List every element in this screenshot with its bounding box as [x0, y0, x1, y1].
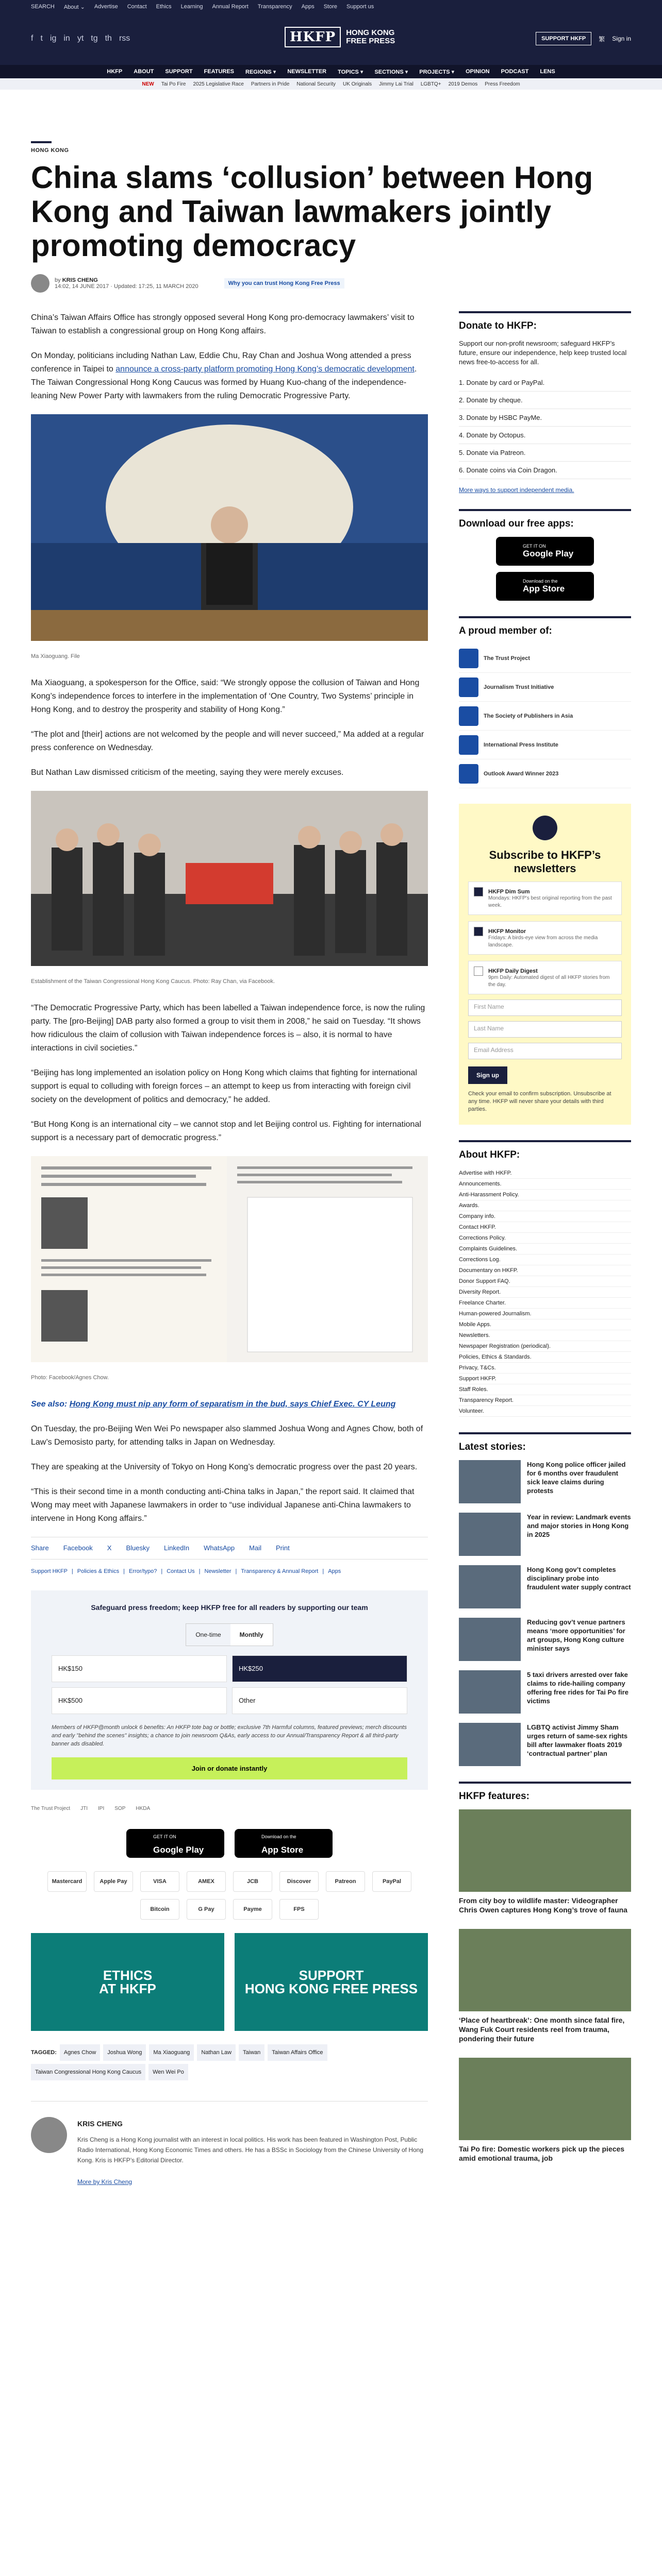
share-facebook-link[interactable]: Facebook: [63, 1544, 93, 1552]
donate-method-link[interactable]: 5. Donate via Patreon.: [459, 444, 631, 462]
more-by-author-link[interactable]: More by Kris Cheng: [77, 2178, 133, 2185]
new-label: NEW: [142, 81, 154, 87]
latest-stories: [459, 1460, 631, 1766]
share-print-link[interactable]: Print: [275, 1544, 290, 1552]
subnav-item[interactable]: Partners in Pride: [251, 81, 290, 87]
yt-icon[interactable]: yt: [77, 34, 84, 43]
share-label: Share: [31, 1544, 49, 1552]
latest-story[interactable]: [459, 1670, 631, 1714]
language-link[interactable]: 繁: [599, 35, 605, 43]
nav-item[interactable]: LENS: [540, 69, 555, 75]
utility-link[interactable]: Store: [323, 4, 337, 10]
figure-caption: Photo: Facebook/Agnes Chow.: [31, 1375, 109, 1381]
main-nav: [0, 65, 662, 78]
payment-logo: Discover: [279, 1871, 319, 1892]
tag-link[interactable]: Taiwan Congressional Hong Kong Caucus: [31, 2064, 145, 2080]
payment-logo: Apple Pay: [94, 1871, 133, 1892]
newsletter-option[interactable]: [468, 882, 622, 915]
utility-link[interactable]: Ethics: [156, 4, 172, 10]
latest-story[interactable]: [459, 1723, 631, 1766]
newsletter-option[interactable]: [468, 961, 622, 994]
subnav-item[interactable]: UK Originals: [342, 81, 372, 87]
byline: [31, 274, 631, 293]
ig-icon[interactable]: ig: [49, 34, 57, 43]
member-org[interactable]: [459, 731, 631, 759]
about-link[interactable]: Diversity Report.: [459, 1287, 631, 1298]
page: [31, 90, 631, 2185]
paragraph: They are speaking at the University of Tokyo on Hong Kong’s democratic progress over the past 20 years.: [31, 1463, 418, 1471]
promo-line: SUPPORT: [299, 1968, 364, 1983]
figure-caption: Ma Xiaoguang. File: [31, 653, 80, 659]
about-link[interactable]: Advertise with HKFP.: [459, 1168, 631, 1179]
footer-link[interactable]: Contact Us: [167, 1568, 195, 1574]
article-body: [31, 311, 428, 2198]
tag-link[interactable]: Joshua Wong: [103, 2044, 146, 2061]
member-orgs: [459, 644, 631, 788]
store-name: App Store: [261, 1845, 304, 1855]
more-ways-link[interactable]: More ways to support independent media.: [459, 486, 574, 494]
member-org[interactable]: [459, 644, 631, 673]
author-box-name[interactable]: KRIS CHENG: [77, 2120, 123, 2128]
support-button[interactable]: SUPPORT HKFP: [536, 32, 591, 45]
tag-link[interactable]: Taiwan: [239, 2044, 264, 2061]
member-logo: [459, 735, 478, 755]
payment-logo: FPS: [279, 1899, 319, 1920]
amount-option[interactable]: HK$150: [52, 1655, 227, 1682]
newsletter-checkbox[interactable]: [474, 927, 483, 936]
author-box: [31, 2101, 428, 2198]
nav-item[interactable]: PODCAST: [501, 69, 529, 75]
about-link[interactable]: Freelance Charter.: [459, 1298, 631, 1309]
subnav-item[interactable]: LGBTQ+: [420, 81, 441, 87]
footer-link[interactable]: Newsletter: [204, 1568, 231, 1574]
feature-story[interactable]: [459, 1929, 631, 2043]
member-org[interactable]: [459, 759, 631, 788]
trust-badges: [31, 1802, 428, 1816]
social-icons: [31, 34, 130, 43]
about-link[interactable]: Company info.: [459, 1211, 631, 1222]
member-logo: [459, 706, 478, 726]
subnav-item[interactable]: 2025 Legislative Race: [193, 81, 244, 87]
utility-link[interactable]: Contact: [127, 4, 147, 10]
app-store-button[interactable]: [496, 537, 594, 566]
trust-badge: SOP: [114, 1806, 126, 1811]
footer-link[interactable]: Apps: [328, 1568, 341, 1574]
separator: |: [198, 1568, 201, 1574]
subnav-item[interactable]: 2019 Demos: [448, 81, 478, 87]
nav-item[interactable]: TOPICS ▾: [338, 69, 363, 75]
utility-link[interactable]: Apps: [301, 4, 315, 10]
sidebar: [459, 311, 631, 2177]
about-link[interactable]: Volunteer.: [459, 1406, 631, 1417]
about-link[interactable]: Human-powered Journalism.: [459, 1309, 631, 1319]
tags-label: TAGGED:: [31, 2049, 57, 2056]
about-link[interactable]: Donor Support FAQ.: [459, 1276, 631, 1287]
member-name: Journalism Trust Initiative: [484, 684, 554, 690]
payment-logo: Mastercard: [47, 1871, 87, 1892]
member-name: International Press Institute: [484, 741, 558, 748]
member-logo: [459, 649, 478, 668]
last-name-input[interactable]: Last Name: [468, 1021, 622, 1038]
trust-badge: The Trust Project: [31, 1806, 71, 1811]
app-store-button[interactable]: [235, 1829, 333, 1858]
author-box-avatar: [31, 2117, 67, 2153]
frequency-toggle: [186, 1623, 273, 1646]
member-logo: [459, 764, 478, 784]
tag-link[interactable]: Ma Xiaoguang: [149, 2044, 194, 2061]
about-link[interactable]: Complaints Guidelines.: [459, 1244, 631, 1255]
first-name-input[interactable]: First Name: [468, 999, 622, 1016]
app-store-button[interactable]: [496, 572, 594, 601]
member-org[interactable]: [459, 702, 631, 731]
sub-nav: [0, 78, 662, 90]
figure-press-conference: [31, 414, 428, 663]
tag-list: [31, 2044, 428, 2080]
category-kicker[interactable]: HONG KONG: [31, 147, 69, 154]
payment-logo: JCB: [233, 1871, 272, 1892]
about-link[interactable]: Corrections Policy.: [459, 1233, 631, 1244]
sidebar-store-buttons: [459, 537, 631, 601]
footer-link[interactable]: Transparency & Annual Report: [241, 1568, 319, 1574]
about-link[interactable]: Transparency Report.: [459, 1395, 631, 1406]
donate-method-link[interactable]: 2. Donate by cheque.: [459, 392, 631, 409]
donate-method-link[interactable]: 3. Donate by HSBC PayMe.: [459, 409, 631, 427]
story-headline: Hong Kong police officer jailed for 6 months over fraudulent sick leave claims during protests: [527, 1461, 626, 1495]
newsletter-options: [468, 882, 622, 994]
author-avatar: [31, 274, 49, 293]
th-icon[interactable]: th: [105, 34, 112, 43]
utility-link[interactable]: Learning: [180, 4, 203, 10]
latest-story[interactable]: [459, 1565, 631, 1608]
share-linkedin-link[interactable]: LinkedIn: [164, 1544, 190, 1552]
utility-link[interactable]: SEARCH: [31, 4, 55, 10]
about-link[interactable]: Newsletters.: [459, 1330, 631, 1341]
utility-link[interactable]: Annual Report: [212, 4, 249, 10]
rss-icon[interactable]: rss: [119, 34, 130, 43]
promo-line: AT HKFP: [99, 1981, 156, 1996]
trust-badge: IPI: [98, 1806, 105, 1811]
sign-in-link[interactable]: Sign in: [612, 35, 631, 42]
payment-logo: PayPal: [372, 1871, 411, 1892]
newsletter-checkbox[interactable]: [474, 967, 483, 976]
trust-badge: JTI: [80, 1806, 88, 1811]
newsletter-option[interactable]: [468, 921, 622, 955]
donate-method-link[interactable]: 4. Donate by Octopus.: [459, 427, 631, 444]
separator: |: [322, 1568, 324, 1574]
donate-widget-title: Safeguard press freedom; keep HKFP free for all readers by supporting our team: [91, 1603, 368, 1612]
payment-logo: VISA: [140, 1871, 179, 1892]
donate-methods: [459, 374, 631, 479]
paragraph: On Monday, politicians including Nathan Law, Eddie Chu, Ray Chan and Joshua Wong attended a press conference in Taipei to announce a cross-party platform promoting Hong Kong’s democratic development. The Taiwan Congressional Hong Kong Caucus was formed by Huang Kuo-chang of the independence-leaning New Power Party with lawmakers from the ruling Democratic Progressive Party.: [31, 351, 417, 400]
newsletter-text: [488, 927, 616, 949]
store-small-label: Download on the: [261, 1834, 296, 1839]
in-icon[interactable]: in: [63, 34, 70, 43]
member-name: Outlook Award Winner 2023: [484, 770, 559, 777]
latest-story[interactable]: [459, 1618, 631, 1661]
f-icon[interactable]: f: [31, 34, 34, 43]
title-rule: [31, 141, 52, 143]
share-whatsapp-link[interactable]: WhatsApp: [204, 1544, 235, 1552]
subnav-item[interactable]: National Security: [296, 81, 336, 87]
utility-link[interactable]: Transparency: [257, 4, 292, 10]
logo-text: HONG KONG FREE PRESS: [346, 28, 395, 45]
store-name: App Store: [523, 584, 565, 594]
figure-newspaper: [31, 1156, 428, 1384]
feature-story[interactable]: [459, 2058, 631, 2163]
story-headline: Year in review: Landmark events and major stories in Hong Kong in 2025: [527, 1513, 631, 1538]
author-link[interactable]: KRIS CHENG: [62, 277, 98, 283]
masthead: [0, 13, 662, 65]
members-title: A proud member of:: [459, 616, 631, 637]
about-link[interactable]: Staff Roles.: [459, 1384, 631, 1395]
subnav-item[interactable]: Press Freedom: [485, 81, 520, 87]
about-link[interactable]: Mobile Apps.: [459, 1319, 631, 1330]
author-bio: Kris Cheng is a Hong Kong journalist with an interest in local politics. His work has been featured in Washington Post, Public Radio International, Hong Kong Economic Times and others. He has a BSSc in Sociology from the Chinese University of Hong Kong. Kris is HKFP’s Editorial Director.: [77, 2136, 424, 2164]
feature-thumbnail: [459, 1809, 631, 1892]
paragraph: “This is their second time in a month conducting anti-China talks in Japan,” the report said. It claimed that Wong may meet with Japanese lawmakers in order to “use individual Japanese anti-China lawmakers to intervene in Hong Kong affairs.”: [31, 1487, 415, 1523]
nav-item[interactable]: SUPPORT: [165, 69, 193, 75]
feature-headline: From city boy to wildlife master: Videographer Chris Owen captures Hong Kong’s trove of fauna: [459, 1896, 627, 1914]
amount-options: [52, 1655, 407, 1714]
store-small-label: GET IT ON: [153, 1834, 176, 1839]
newsletter-text: [488, 967, 616, 989]
payment-logo: Payme: [233, 1899, 272, 1920]
tag-link[interactable]: Agnes Chow: [60, 2044, 100, 2061]
promo-line: HONG KONG FREE PRESS: [244, 1981, 418, 1996]
payment-logo: G Pay: [187, 1899, 226, 1920]
newsletter-signup: [459, 804, 631, 1125]
paragraph: Ma Xiaoguang, a spokesperson for the Office, said: “We strongly oppose the collusion of Taiwan and Hong Kong’s independence forces to interfere in the implementation of ‘One Country, Two Systems’ principle in Hong Kong, and to destroy the prosperity and stability of Hong Kong.”: [31, 679, 420, 714]
payment-logo: Bitcoin: [140, 1899, 179, 1920]
figure-caucus: [31, 791, 428, 988]
paragraph: “The Democratic Progressive Party, which has been labelled a Taiwan independence force, is now the ruling party. The [pro-Beijing] DAB party also formed a group to visit them in 2008,” he said on Tuesday. “It shows how ridiculous the claim of collusion with Taiwan independence forces is – also, it is normal to have interactions in civil societies.”: [31, 1004, 425, 1053]
latest-title: Latest stories:: [459, 1432, 631, 1453]
story-headline: LGBTQ activist Jimmy Sham urges return of same-sex rights bill after lawmaker floats 2019 ‘contractual partner’ plan: [527, 1723, 628, 1757]
about-link[interactable]: Support HKFP.: [459, 1374, 631, 1384]
logo-mark: HKFP: [285, 27, 341, 47]
one-time-tab[interactable]: One-time: [195, 1631, 221, 1638]
nav-item[interactable]: PROJECTS ▾: [419, 69, 455, 75]
story-thumbnail: [459, 1460, 521, 1503]
story-thumbnail: [459, 1513, 521, 1556]
tg-icon[interactable]: tg: [91, 34, 98, 43]
footer-link[interactable]: Policies & Ethics: [77, 1568, 120, 1574]
see-also: See also: Hong Kong must nip any form of separatism in the bud, says Chief Exec. CY Leung: [31, 1400, 396, 1409]
subnav-item[interactable]: Jimmy Lai Trial: [379, 81, 413, 87]
about-link[interactable]: Documentary on HKFP.: [459, 1265, 631, 1276]
newsletter-name: HKFP Monitor: [488, 928, 526, 935]
nav-item[interactable]: SECTIONS ▾: [374, 69, 408, 75]
subscribe-note: Check your email to confirm subscription. Unsubscribe at any time. HKFP will never share your details with third parties.: [468, 1091, 611, 1112]
newsletter-text: [488, 887, 616, 909]
byline-text: by KRIS CHENG 14:02, 14 JUNE 2017 · Updated: 17:25, 11 MARCH 2020: [55, 277, 198, 290]
photo-caucus-group: [31, 791, 428, 966]
t-icon[interactable]: t: [40, 34, 43, 43]
inline-link[interactable]: announce a cross-party platform promoting Hong Kong’s democratic development: [115, 365, 415, 374]
subscribe-title: Subscribe to HKFP’s newsletters: [489, 849, 601, 875]
about-link[interactable]: Contact HKFP.: [459, 1222, 631, 1233]
tag-link[interactable]: Wen Wei Po: [148, 2064, 188, 2080]
top-actions: [536, 32, 631, 45]
store-small-label: GET IT ON: [523, 544, 546, 549]
promo-banner[interactable]: [235, 1933, 428, 2031]
trust-badge: HKDA: [136, 1806, 151, 1811]
feature-thumbnail: [459, 1929, 631, 2011]
photo-newspaper-clipping: [31, 1156, 428, 1362]
amount-option[interactable]: Other: [232, 1687, 407, 1714]
amount-option[interactable]: HK$500: [52, 1687, 227, 1714]
subnav-item[interactable]: Tai Po Fire: [161, 81, 186, 87]
tag-link[interactable]: Taiwan Affairs Office: [268, 2044, 327, 2061]
paragraph: But Nathan Law dismissed criticism of the meeting, saying they were merely excuses.: [31, 768, 344, 777]
payment-logo: AMEX: [187, 1871, 226, 1892]
utility-link[interactable]: About ⌄: [63, 4, 85, 10]
feature-headline: ‘Place of heartbreak’: One month since fatal fire, Wang Fuk Court residents reel from trauma, pondering their future: [459, 2016, 625, 2043]
latest-story[interactable]: [459, 1460, 631, 1503]
feature-story[interactable]: [459, 1809, 631, 1914]
share-bluesky-link[interactable]: Bluesky: [126, 1544, 150, 1552]
apps-title: Download our free apps:: [459, 509, 631, 530]
footer-link[interactable]: Support HKFP: [31, 1568, 68, 1574]
newsletter-desc: Fridays: A birds-eye view from across the media landscape.: [488, 935, 598, 948]
see-also-link[interactable]: Hong Kong must nip any form of separatism in the bud, says Chief Exec. CY Leung: [69, 1400, 396, 1409]
separator: |: [235, 1568, 237, 1574]
newsletter-name: HKFP Dim Sum: [488, 889, 530, 895]
story-headline: 5 taxi drivers arrested over fake claims to ride-hailing company offering free rides for Tai Po fire victims: [527, 1671, 628, 1705]
publish-date: 14:02, 14 JUNE 2017: [55, 283, 109, 290]
about-link[interactable]: Announcements.: [459, 1179, 631, 1190]
story-thumbnail: [459, 1618, 521, 1661]
about-links: [459, 1168, 631, 1417]
about-link[interactable]: Awards.: [459, 1200, 631, 1211]
store-name: Google Play: [153, 1845, 204, 1855]
nav-item[interactable]: OPINION: [466, 69, 490, 75]
nav-item[interactable]: ABOUT: [134, 69, 154, 75]
monthly-tab[interactable]: Monthly: [230, 1624, 273, 1646]
photo-ma-xiaoguang: [31, 414, 428, 641]
paragraph: “The plot and [their] actions are not welcomed by the people and will never succeed,” Ma added at a regular press conference on Wednesday.: [31, 730, 424, 752]
donate-method-link[interactable]: 6. Donate coins via Coin Dragon.: [459, 462, 631, 479]
utility-link[interactable]: Support us: [346, 4, 374, 10]
tag-link[interactable]: Nathan Law: [197, 2044, 236, 2061]
story-headline: Reducing gov’t venue partners means ‘more opportunities’ for art groups, Hong Kong culture minister says: [527, 1618, 625, 1652]
story-thumbnail: [459, 1670, 521, 1714]
email-input[interactable]: Email Address: [468, 1043, 622, 1059]
member-name: The Society of Publishers in Asia: [484, 713, 573, 719]
member-org[interactable]: [459, 673, 631, 702]
article-footer-links: [31, 1565, 428, 1578]
donate-widget: [31, 1590, 428, 1790]
about-title: About HKFP:: [459, 1140, 631, 1161]
newsletter-name: HKFP Daily Digest: [488, 968, 538, 974]
hkfp-badge-icon: [532, 815, 558, 841]
separator: |: [71, 1568, 73, 1574]
promo-banner[interactable]: [31, 1933, 224, 2031]
story-thumbnail: [459, 1723, 521, 1766]
about-link[interactable]: Corrections Log.: [459, 1255, 631, 1265]
member-name: The Trust Project: [484, 655, 530, 662]
about-link[interactable]: Policies, Ethics & Standards.: [459, 1352, 631, 1363]
donate-method-link[interactable]: 1. Donate by card or PayPal.: [459, 374, 631, 392]
feature-thumbnail: [459, 2058, 631, 2140]
story-thumbnail: [459, 1565, 521, 1608]
footer-link[interactable]: Error/typo?: [128, 1568, 157, 1574]
nav-item[interactable]: NEWSLETTER: [287, 69, 327, 75]
paragraph: “Beijing has long implemented an isolation policy on Hong Kong which claims that fighting for international support is equal to colluding with foreign forces – an attempt to keep us from interacting with foreign civil society on the development of politics and democracy,” he added.: [31, 1069, 417, 1104]
utility-bar: [0, 0, 662, 13]
share-mail-link[interactable]: Mail: [249, 1544, 261, 1552]
donate-title: Donate to HKFP:: [459, 311, 631, 332]
amount-option[interactable]: HK$250: [232, 1655, 407, 1682]
paragraph: China’s Taiwan Affairs Office has strongly opposed several Hong Kong pro-democracy lawmakers’ visit to Taiwan to establish a congressional group on Hong Kong affairs.: [31, 313, 415, 335]
figure-caption: Establishment of the Taiwan Congressional Hong Kong Caucus. Photo: Ray Chan, via Facebook.: [31, 978, 275, 985]
signup-button[interactable]: Sign up: [468, 1066, 507, 1084]
paragraph: “But Hong Kong is an international city – we cannot stop and let Beijing control us. Fighting for international support is a necessary part of democratic progress.”: [31, 1120, 421, 1142]
updated-date: Updated: 17:25, 11 MARCH 2020: [113, 283, 198, 290]
trust-link[interactable]: Why you can trust Hong Kong Free Press: [224, 278, 344, 289]
member-logo: [459, 677, 478, 697]
site-logo[interactable]: [285, 27, 395, 47]
about-link[interactable]: Privacy, T&Cs.: [459, 1363, 631, 1374]
feature-stories: [459, 1809, 631, 2163]
newsletter-desc: 9pm Daily: Automated digest of all HKFP stories from the day.: [488, 975, 610, 988]
store-name: Google Play: [523, 549, 574, 558]
payment-logo: Patreon: [326, 1871, 365, 1892]
share-x-link[interactable]: X: [107, 1544, 112, 1552]
nav-item[interactable]: REGIONS ▾: [245, 69, 276, 75]
join-button[interactable]: Join or donate instantly: [52, 1757, 407, 1780]
article-title: China slams ‘collusion’ between Hong Kong and Taiwan lawmakers jointly promoting democracy: [31, 160, 593, 263]
feature-headline: Tai Po fire: Domestic workers pick up the pieces amid emotional trauma, job: [459, 2145, 625, 2162]
app-store-buttons: [31, 1829, 428, 1858]
paragraph: On Tuesday, the pro-Beijing Wen Wei Po newspaper also slammed Joshua Wong and Agnes Chow, both of Law’s Demosisto party, for attending talks in Japan on Wednesday.: [31, 1425, 423, 1447]
member-benefits: Members of HKFP@month unlock 6 benefits: An HKFP tote bag or bottle; exclusive 7th Harmful columns, featured previews; merch discounts and early "behind the scenes" insights; a chance to join newsroom Q&As, early access to our Annual/Transparency Report & all third-party banner ads disabled.: [52, 1724, 407, 1747]
app-store-button[interactable]: [126, 1829, 224, 1858]
promo-banners: [31, 1933, 428, 2031]
payment-methods: [31, 1871, 428, 1920]
share-bar: [31, 1537, 428, 1560]
features-title: HKFP features:: [459, 1782, 631, 1802]
about-link[interactable]: Anti-Harassment Policy.: [459, 1190, 631, 1200]
utility-link[interactable]: Advertise: [94, 4, 118, 10]
store-small-label: Download on the: [523, 579, 558, 584]
separator: |: [161, 1568, 163, 1574]
promo-line: ETHICS: [103, 1968, 153, 1983]
about-link[interactable]: Newspaper Registration (periodical).: [459, 1341, 631, 1352]
newsletter-desc: Mondays: HKFP's best original reporting from the past week.: [488, 895, 612, 908]
newsletter-checkbox[interactable]: [474, 887, 483, 896]
nav-item[interactable]: HKFP: [107, 69, 123, 75]
separator: |: [123, 1568, 125, 1574]
nav-item[interactable]: FEATURES: [204, 69, 235, 75]
latest-story[interactable]: [459, 1513, 631, 1556]
donate-text: Support our non-profit newsroom; safeguard HKFP’s future, ensure our independence, help keep trusted local news free-to-access for all.: [459, 340, 627, 366]
story-headline: Hong Kong gov’t completes disciplinary probe into fraudulent water supply contract: [527, 1566, 631, 1591]
